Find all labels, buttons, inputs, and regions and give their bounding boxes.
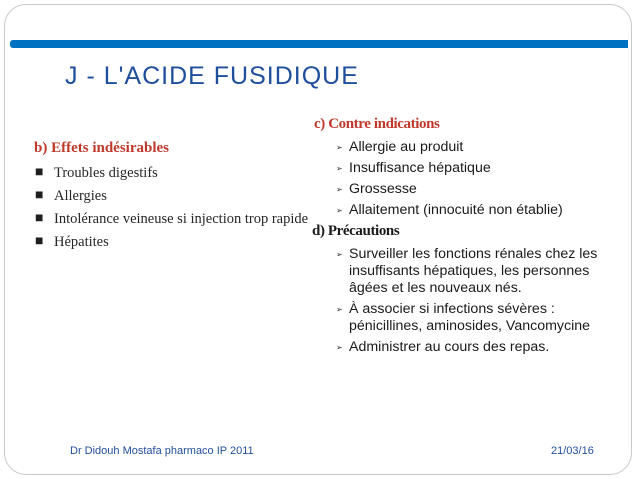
slide-title: J - L'ACIDE FUSIDIQUE: [65, 62, 359, 90]
square-bullet-icon: ■: [35, 234, 44, 249]
list-item: ➢ Allergie au produit: [336, 139, 464, 155]
list-item: ➢ Insuffisance hépatique: [336, 160, 491, 176]
effets-heading: b) Effets indésirables: [34, 140, 169, 156]
list-item: ➢ Surveiller les fonctions rénales chez les insuffisants hépatiques, les personnes âgées et les nouveaux nés.: [336, 246, 598, 296]
precautions-list: [312, 246, 612, 356]
list-item: ■ Intolérance veineuse si injection trop rapide: [34, 208, 324, 230]
right-column: [312, 116, 612, 360]
contre-indications-heading: c) Contre indications: [314, 116, 440, 132]
list-item: ■ Troubles digestifs: [34, 162, 324, 184]
arrow-bullet-icon: ➢: [336, 143, 343, 152]
list-item: ➢ Administrer au cours des repas.: [336, 339, 550, 355]
arrow-bullet-icon: ➢: [336, 164, 343, 173]
arrow-bullet-icon: ➢: [336, 206, 343, 215]
precautions-heading: d) Précautions: [312, 223, 400, 239]
effets-list: [34, 162, 324, 253]
list-item: ➢ À associer si infections sévères : pénicillines, aminosides, Vancomycine: [336, 301, 591, 334]
contre-indications-list: [312, 139, 612, 219]
list-item: ➢ Grossesse: [336, 181, 417, 197]
square-bullet-icon: ■: [35, 188, 44, 203]
list-item: ➢ Allaitement (innocuité non établie): [336, 202, 563, 218]
accent-bar: [10, 40, 628, 48]
footer-author: Dr Didouh Mostafa pharmaco IP 2011: [70, 445, 254, 457]
arrow-bullet-icon: ➢: [336, 343, 343, 352]
effets-section: [34, 140, 324, 254]
arrow-bullet-icon: ➢: [336, 250, 343, 259]
footer-date: 21/03/16: [551, 445, 594, 457]
list-item: ■ Hépatites: [34, 231, 324, 253]
square-bullet-icon: ■: [35, 211, 44, 226]
arrow-bullet-icon: ➢: [336, 305, 343, 314]
square-bullet-icon: ■: [35, 165, 44, 180]
arrow-bullet-icon: ➢: [336, 185, 343, 194]
list-item: ■ Allergies: [34, 185, 324, 207]
